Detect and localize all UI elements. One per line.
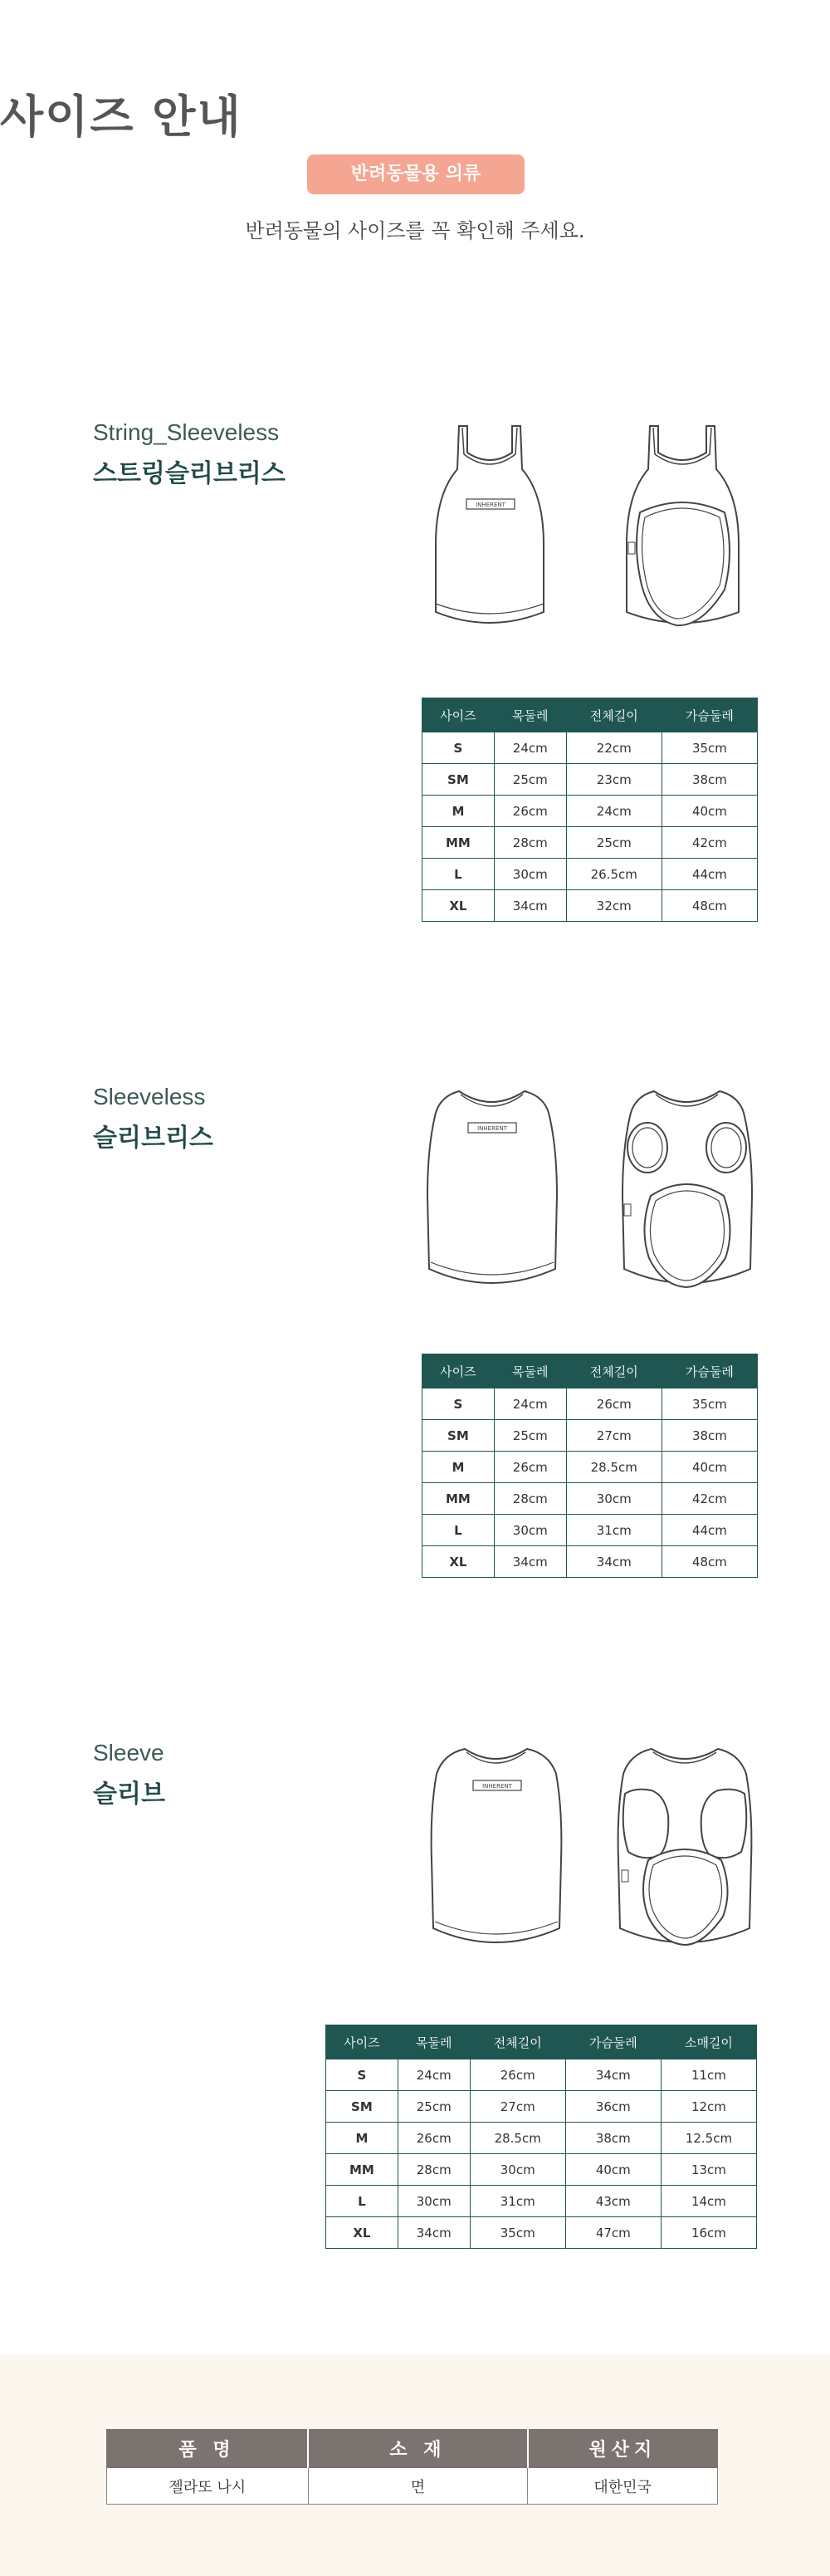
column-header: 소매길이 [661,2025,756,2059]
string-sleeveless-back-illustration [610,419,755,639]
table-cell: 36cm [565,2091,661,2123]
size-cell: XL [422,1546,495,1578]
sleeve-front-illustration [423,1736,569,1960]
table-cell: 42cm [662,1483,757,1515]
column-header: 소 재 [308,2430,528,2468]
table-cell: 26cm [494,796,566,827]
column-header: 목둘레 [494,1354,566,1388]
table-cell: 38cm [565,2123,661,2154]
table-cell: 38cm [662,1420,757,1452]
table-cell: 38cm [662,764,757,796]
column-header: 목둘레 [494,698,566,732]
table-cell: 47cm [565,2217,661,2249]
size-cell: S [422,732,495,764]
size-cell: S [326,2059,398,2091]
column-header: 전체길이 [566,1354,662,1388]
table-cell: 35cm [470,2217,565,2249]
svg-text:INHERENT: INHERENT [476,502,505,508]
column-header: 품 명 [107,2430,309,2468]
table-cell: 40cm [662,1452,757,1483]
table-cell: 30cm [494,859,566,890]
origin-value: 대한민국 [528,2468,718,2505]
table-cell: 25cm [494,1420,566,1452]
size-cell: MM [422,1483,495,1515]
size-cell: SM [326,2091,398,2123]
page-subtitle: 반려동물의 사이즈를 꼭 확인해 주세요. [245,219,585,242]
product-name-ko: 슬리브 [93,1780,165,1809]
size-cell: S [422,1388,495,1420]
table-cell: 13cm [661,2154,756,2186]
size-cell: M [326,2123,398,2154]
table-cell: 48cm [662,890,757,922]
table-row [422,764,758,796]
column-header: 사이즈 [422,698,495,732]
table-row [422,1388,758,1420]
size-cell: L [326,2186,398,2217]
table-cell: 34cm [398,2217,470,2249]
table-row [422,1483,758,1515]
size-table-sleeve [325,2025,757,2249]
table-header-row [422,698,758,732]
table-cell: 42cm [662,827,757,859]
table-header-row [107,2430,718,2468]
table-cell: 28cm [398,2154,470,2186]
table-cell: 30cm [398,2186,470,2217]
table-cell: 11cm [661,2059,756,2091]
table-cell: 26.5cm [566,859,662,890]
sleeveless-front-illustration [419,1080,564,1300]
size-cell: XL [422,890,495,922]
table-cell: 30cm [470,2154,565,2186]
table-row [422,796,758,827]
table-cell: 44cm [662,859,757,890]
table-cell: 26cm [398,2123,470,2154]
table-cell: 34cm [566,1546,662,1578]
table-cell: 30cm [494,1515,566,1546]
table-cell: 12.5cm [661,2123,756,2154]
size-cell: SM [422,1420,495,1452]
table-cell: 25cm [398,2091,470,2123]
table-cell: 22cm [566,732,662,764]
table-cell: 34cm [494,890,566,922]
product-name-en: Sleeveless [93,1084,206,1109]
table-cell: 31cm [470,2186,565,2217]
table-cell: 34cm [565,2059,661,2091]
table-row [326,2123,757,2154]
table-row [107,2468,718,2505]
column-header: 가슴둘레 [565,2025,661,2059]
table-cell: 28.5cm [566,1452,662,1483]
column-header: 전체길이 [470,2025,565,2059]
product-name-ko: 스트링슬리브리스 [93,459,286,488]
size-cell: L [422,859,495,890]
page-title: 사이즈 안내 [0,91,242,143]
table-cell: 31cm [566,1515,662,1546]
sleeve-back-illustration [610,1736,759,1960]
table-row [326,2186,757,2217]
sleeveless-back-illustration [614,1080,759,1300]
column-header: 가슴둘레 [662,1354,757,1388]
table-cell: 40cm [565,2154,661,2186]
table-row [326,2091,757,2123]
table-row [326,2059,757,2091]
table-row [422,1452,758,1483]
table-cell: 32cm [566,890,662,922]
table-cell: 14cm [661,2186,756,2217]
table-cell: 27cm [470,2091,565,2123]
table-header-row [422,1354,758,1388]
table-row [326,2154,757,2186]
table-row [422,1420,758,1452]
column-header: 원산지 [528,2430,718,2468]
size-table-string-sleeveless [422,698,758,922]
table-cell: 16cm [661,2217,756,2249]
table-cell: 30cm [566,1483,662,1515]
table-cell: 24cm [494,1388,566,1420]
product-name-ko: 슬리브리스 [93,1124,213,1153]
table-row [422,859,758,890]
size-cell: L [422,1515,495,1546]
product-info-table [106,2429,718,2505]
table-row [326,2217,757,2249]
table-cell: 24cm [494,732,566,764]
product-name-en: Sleeve [93,1740,164,1765]
table-row [422,890,758,922]
size-cell: M [422,796,495,827]
size-cell: M [422,1452,495,1483]
svg-text:INHERENT: INHERENT [482,1783,512,1790]
size-cell: MM [422,827,495,859]
category-badge: 반려동물용 의류 [307,154,525,194]
table-cell: 43cm [565,2186,661,2217]
table-cell: 44cm [662,1515,757,1546]
table-cell: 26cm [470,2059,565,2091]
table-row [422,732,758,764]
column-header: 전체길이 [566,698,662,732]
table-cell: 12cm [661,2091,756,2123]
table-cell: 23cm [566,764,662,796]
column-header: 사이즈 [326,2025,398,2059]
table-cell: 25cm [566,827,662,859]
size-cell: XL [326,2217,398,2249]
table-row [422,1515,758,1546]
size-cell: MM [326,2154,398,2186]
table-cell: 35cm [662,1388,757,1420]
table-row [422,827,758,859]
table-row [422,1546,758,1578]
table-cell: 28.5cm [470,2123,565,2154]
material-value: 면 [308,2468,528,2505]
svg-text:INHERENT: INHERENT [477,1125,507,1132]
product-name-en: String_Sleeveless [93,419,280,445]
table-cell: 27cm [566,1420,662,1452]
table-cell: 40cm [662,796,757,827]
column-header: 가슴둘레 [662,698,757,732]
product-name-value: 젤라또 나시 [107,2468,309,2505]
table-cell: 26cm [566,1388,662,1420]
column-header: 목둘레 [398,2025,470,2059]
table-cell: 26cm [494,1452,566,1483]
column-header: 사이즈 [422,1354,495,1388]
table-cell: 24cm [398,2059,470,2091]
table-cell: 25cm [494,764,566,796]
table-cell: 48cm [662,1546,757,1578]
table-cell: 28cm [494,1483,566,1515]
string-sleeveless-front-illustration [419,419,560,639]
table-cell: 24cm [566,796,662,827]
size-cell: SM [422,764,495,796]
size-table-sleeveless [422,1354,758,1578]
table-cell: 34cm [494,1546,566,1578]
table-cell: 28cm [494,827,566,859]
table-header-row [326,2025,757,2059]
table-cell: 35cm [662,732,757,764]
